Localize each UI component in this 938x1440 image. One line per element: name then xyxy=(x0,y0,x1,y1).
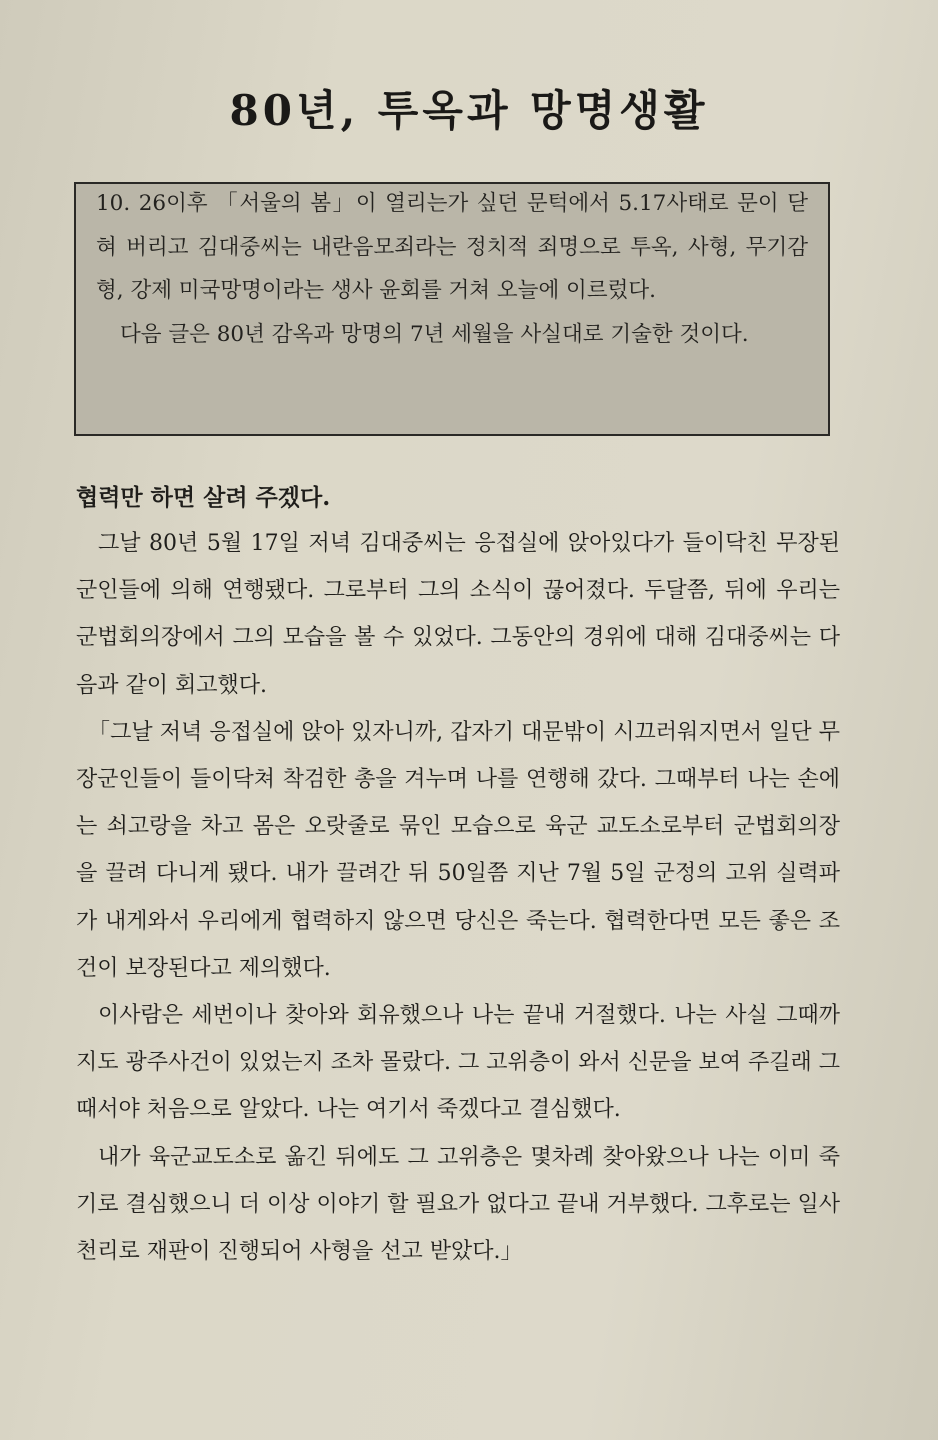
body-paragraph: 내가 육군교도소로 옮긴 뒤에도 그 고위층은 몇차례 찾아왔으나 나는 이미 죽기로 결심했으니 더 이상 이야기 할 필요가 없다고 끝내 거부했다. 그후로는 일사천리로 재판이 진행되어 사형을 선고 받았다.」 xyxy=(76,1144,840,1265)
summary-paragraph: 다음 글은 80년 감옥과 망명의 7년 세월을 사실대로 기술한 것이다. xyxy=(120,321,749,347)
summary-paragraph: 10. 26이후 「서울의 봄」이 열리는가 싶던 문턱에서 5.17사태로 문이 닫혀 버리고 김대중씨는 내란음모죄라는 정치적 죄명으로 투옥, 사형, 무기감형, 강제 미국망명이라는 생사 윤회를 거쳐 오늘에 이르렀다. xyxy=(96,191,808,303)
article-body xyxy=(76,520,840,1275)
body-paragraph: 「그날 저녁 응접실에 앉아 있자니까, 갑자기 대문밖이 시끄러워지면서 일단 무장군인들이 들이닥쳐 착검한 총을 겨누며 나를 연행해 갔다. 그때부터 나는 손에는 쇠고랑을 차고 몸은 오랏줄로 묶인 모습으로 육군 교도소로부터 군법회의장을 끌려 다니게 됐다. 내가 끌려간 뒤 50일쯤 지난 7월 5일 군정의 고위 실력파가 내게와서 우리에게 협력하지 않으면 당신은 죽는다. 협력한다면 모든 좋은 조건이 보장된다고 제의했다. xyxy=(76,719,840,981)
summary-box xyxy=(74,182,830,436)
section-heading: 협력만 하면 살려 주겠다. xyxy=(76,484,331,511)
body-paragraph: 그날 80년 5월 17일 저녁 김대중씨는 응접실에 앉아있다가 들이닥친 무장된 군인들에 의해 연행됐다. 그로부터 그의 소식이 끊어졌다. 두달쯤, 뒤에 우리는 군법회의장에서 그의 모습을 볼 수 있었다. 그동안의 경위에 대해 김대중씨는 다음과 같이 회고했다. xyxy=(76,531,840,698)
body-paragraph: 이사람은 세번이나 찾아와 회유했으나 나는 끝내 거절했다. 나는 사실 그때까지도 광주사건이 있었는지 조차 몰랐다. 그 고위층이 와서 신문을 보여 주길래 그때서야 처음으로 알았다. 나는 여기서 죽겠다고 결심했다. xyxy=(76,1003,840,1123)
article-title: 80년, 투옥과 망명생활 xyxy=(229,86,709,135)
